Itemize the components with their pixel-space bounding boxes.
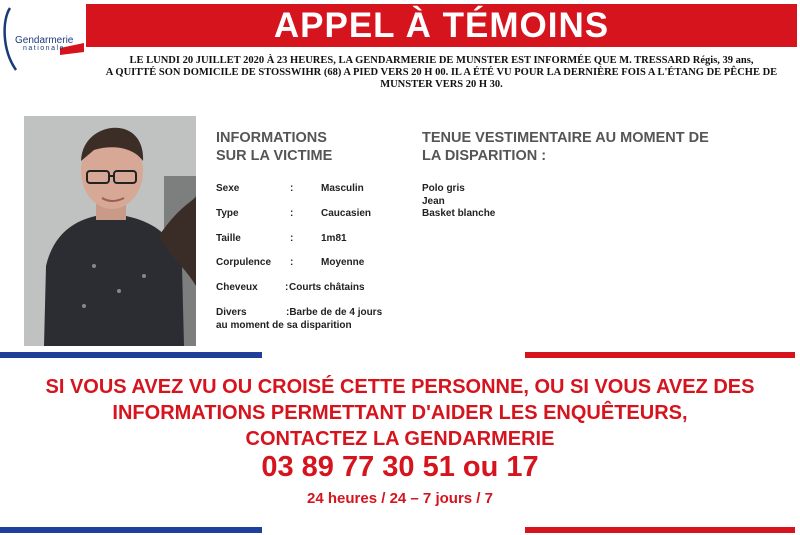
contact-hours: 24 heures / 24 – 7 jours / 7 <box>307 490 493 507</box>
victim-info-heading <box>216 129 332 165</box>
field-label: Divers <box>216 307 247 318</box>
field-label: Cheveux <box>216 282 258 293</box>
field-separator: : <box>290 233 294 244</box>
clothing-item: Jean <box>422 195 445 207</box>
gendarmerie-logo <box>0 0 84 76</box>
flag-divider-red-bottom <box>525 527 795 533</box>
flag-divider-red <box>525 352 795 358</box>
person-photo-illustration <box>24 116 196 346</box>
field-label: Type <box>216 208 239 219</box>
clothing-list <box>422 183 495 221</box>
appeal-line3: CONTACTEZ LA GENDARMERIE <box>245 428 555 450</box>
flag-divider-blue <box>0 352 262 358</box>
appeal-line2: INFORMATIONS PERMETTANT D'AIDER LES ENQUÊTEURS, <box>112 402 688 424</box>
field-value: Masculin <box>321 183 364 194</box>
field-separator: : <box>290 208 294 219</box>
field-separator: : <box>290 183 294 194</box>
clothing-heading-line1: TENUE VESTIMENTAIRE AU MOMENT DE <box>422 130 709 146</box>
field-label: Corpulence <box>216 257 272 268</box>
logo-line1: Gendarmerie <box>15 35 74 46</box>
field-value: Courts châtains <box>289 282 365 293</box>
clothing-item: Basket blanche <box>422 208 496 219</box>
field-label: Sexe <box>216 183 240 194</box>
title-banner: APPEL À TÉMOINS <box>86 4 797 47</box>
flag-divider-blue-bottom <box>0 527 262 533</box>
intro-line: A QUITTÉ SON DOMICILE DE STOSSWIHR (68) A PIED VERS 20 H 00. IL A ÉTÉ VU POUR LA DERNIÈRE FOIS A L'ÉTANG DE PÊCHE DE <box>105 67 778 78</box>
clothing-heading-line2: LA DISPARITION : <box>422 148 547 164</box>
victim-photo <box>24 116 196 346</box>
field-label: Taille <box>216 233 241 244</box>
field-separator: : <box>285 282 289 293</box>
field-separator: : <box>290 257 294 268</box>
intro-paragraph <box>86 55 797 91</box>
appeal-line1: SI VOUS AVEZ VU OU CROISÉ CETTE PERSONNE, OU SI VOUS AVEZ DES <box>45 376 755 398</box>
field-divers <box>216 306 416 332</box>
field-value: 1m81 <box>321 233 347 244</box>
field-value: :Barbe de de 4 jours <box>286 307 383 318</box>
field-value-continued: au moment de sa disparition <box>216 320 352 331</box>
intro-line: LE LUNDI 20 JUILLET 2020 À 23 HEURES, LA GENDARMERIE DE MUNSTER EST INFORMÉE QUE M. TRESSARD Régis, 39 ans, <box>129 55 754 66</box>
intro-line: MUNSTER VERS 20 H 30. <box>380 79 503 90</box>
victim-info-heading-line2: SUR LA VICTIME <box>216 148 333 164</box>
clothing-heading <box>422 129 709 165</box>
clothing-item: Polo gris <box>422 183 465 194</box>
logo-line2: nationale <box>23 45 65 52</box>
victim-info-heading-line1: INFORMATIONS <box>216 130 327 146</box>
field-value: Caucasien <box>321 208 372 219</box>
contact-phone: 03 89 77 30 51 ou 17 <box>261 451 539 483</box>
field-value: Moyenne <box>321 257 365 268</box>
